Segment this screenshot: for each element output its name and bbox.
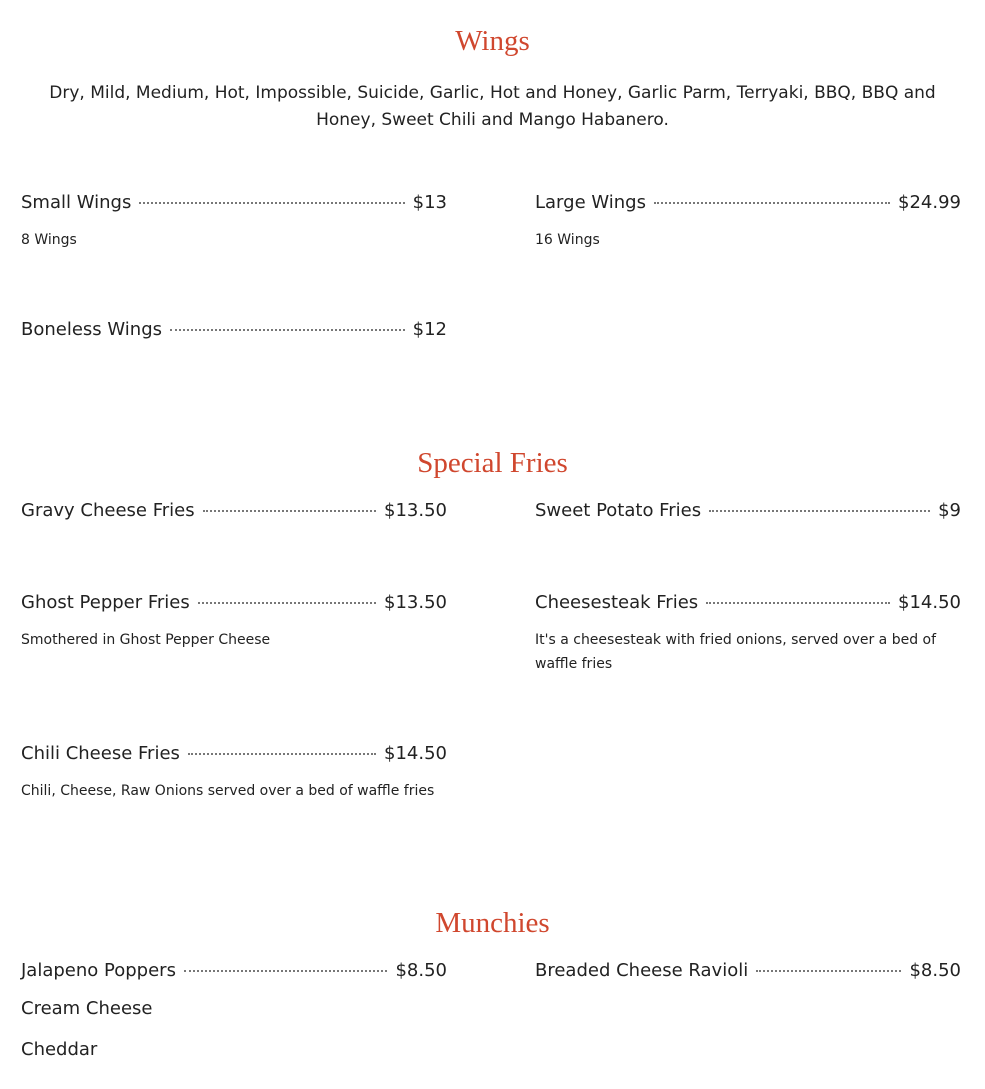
- item-description: Chili, Cheese, Raw Onions served over a bed of waffle fries: [21, 783, 435, 799]
- item-name: Boneless Wings: [21, 319, 163, 340]
- section-title-wings: Wings: [455, 25, 530, 57]
- item-price: $14.50: [384, 743, 447, 764]
- dot-leader: [709, 509, 930, 512]
- item-name: Ghost Pepper Fries: [21, 592, 190, 613]
- dot-leader: [170, 328, 405, 331]
- dot-leader: [654, 201, 890, 204]
- menu-item-boneless-wings: [21, 319, 447, 343]
- item-name: Large Wings: [535, 192, 646, 213]
- item-price: $8.50: [909, 960, 961, 981]
- section-title-munchies: Munchies: [435, 907, 550, 939]
- poppers-option-cream-cheese: Cream Cheese: [21, 998, 153, 1019]
- dot-leader: [188, 752, 376, 755]
- item-name: Small Wings: [21, 192, 132, 213]
- dot-leader: [203, 509, 376, 512]
- item-price: $24.99: [898, 192, 961, 213]
- menu-item-ghost-pepper-fries: [21, 592, 447, 652]
- item-price: $13.50: [384, 592, 447, 613]
- item-price: $8.50: [395, 960, 447, 981]
- poppers-option-cheddar: Cheddar: [21, 1039, 98, 1060]
- item-name: Jalapeno Poppers: [21, 960, 176, 981]
- item-name: Gravy Cheese Fries: [21, 500, 195, 521]
- item-price: $13.50: [384, 500, 447, 521]
- item-name: Chili Cheese Fries: [21, 743, 180, 764]
- menu-item-cheesesteak-fries: [535, 592, 961, 676]
- item-price: $9: [938, 500, 961, 521]
- menu-item-chili-cheese-fries: [21, 743, 447, 803]
- dot-leader: [756, 969, 901, 972]
- item-description: Smothered in Ghost Pepper Cheese: [21, 632, 271, 648]
- item-description: It's a cheesesteak with fried onions, served over a bed of waffle fries: [535, 632, 937, 672]
- dot-leader: [139, 201, 404, 204]
- section-title-special-fries: Special Fries: [417, 447, 568, 479]
- menu-item-small-wings: [21, 192, 447, 252]
- item-description: 16 Wings: [535, 232, 600, 248]
- menu-item-sweet-potato-fries: [535, 500, 961, 524]
- item-name: Breaded Cheese Ravioli: [535, 960, 749, 981]
- dot-leader: [706, 601, 890, 604]
- menu-item-gravy-cheese-fries: [21, 500, 447, 524]
- menu-item-large-wings: [535, 192, 961, 252]
- item-price: $14.50: [898, 592, 961, 613]
- item-description: 8 Wings: [21, 232, 77, 248]
- dot-leader: [198, 601, 376, 604]
- wings-flavors: Dry, Mild, Medium, Hot, Impossible, Suicide, Garlic, Hot and Honey, Garlic Parm, Terryaki, BBQ, BBQ and Honey, Sweet Chili and Mango Habanero.: [49, 83, 936, 130]
- item-name: Sweet Potato Fries: [535, 500, 702, 521]
- dot-leader: [184, 969, 388, 972]
- item-price: $13: [412, 192, 447, 213]
- menu-item-breaded-cheese-ravioli: [535, 960, 961, 984]
- item-name: Cheesesteak Fries: [535, 592, 699, 613]
- menu-item-jalapeno-poppers: [21, 960, 447, 984]
- item-price: $12: [412, 319, 447, 340]
